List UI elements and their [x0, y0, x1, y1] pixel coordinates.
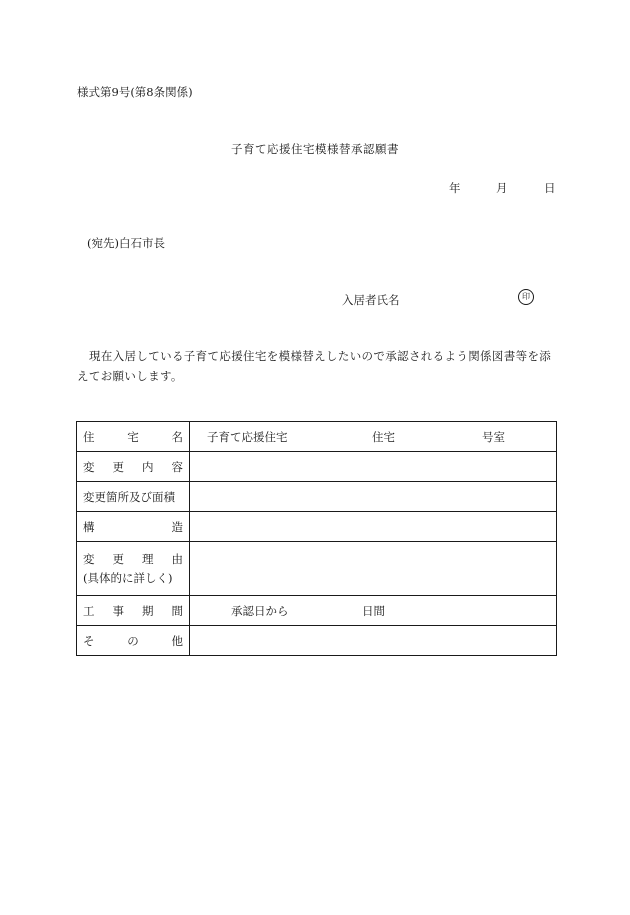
label-structure	[77, 512, 190, 542]
label-subtext: (具体的に詳しく)	[83, 571, 173, 585]
label-char: 工	[83, 603, 95, 618]
value-part-housing-type: 子育て応援住宅	[207, 429, 288, 444]
label-char: 変	[83, 552, 95, 566]
label-char: 変	[83, 459, 95, 474]
label-char: 間	[171, 603, 183, 618]
table-row	[77, 596, 557, 626]
date-year-label: 年	[449, 181, 461, 195]
label-char: 事	[112, 603, 124, 618]
label-char: 容	[171, 459, 183, 474]
value-construction-period[interactable]	[190, 596, 557, 626]
date-month-label: 月	[496, 181, 508, 195]
value-part-building: 住宅	[372, 429, 395, 444]
document-title: 子育て応援住宅模様替承認願書	[231, 142, 399, 156]
value-part-room: 号室	[482, 429, 505, 444]
addressee: (宛先)白石市長	[87, 236, 165, 250]
table-row	[77, 482, 557, 512]
label-char: 期	[142, 603, 154, 618]
resident-name-label: 入居者氏名	[342, 293, 400, 307]
label-char: 更	[112, 459, 124, 474]
label-text: 変更箇所及び面積	[83, 489, 175, 504]
label-char: 住	[83, 429, 95, 444]
value-residence-name[interactable]	[190, 422, 557, 452]
value-part-days: 日間	[362, 603, 385, 618]
table-row	[77, 542, 557, 596]
label-char: 由	[171, 552, 183, 566]
label-char: 構	[83, 519, 95, 534]
label-char: 更	[112, 552, 124, 566]
label-char: 宅	[127, 429, 139, 444]
label-change-content	[77, 452, 190, 482]
label-residence-name	[77, 422, 190, 452]
value-change-reason[interactable]	[190, 542, 557, 596]
label-char: 造	[171, 519, 183, 534]
label-char: 名	[171, 429, 183, 444]
value-change-area[interactable]	[190, 482, 557, 512]
seal-icon: 印	[518, 289, 534, 305]
table-row	[77, 512, 557, 542]
value-part-from-approval: 承認日から	[231, 603, 289, 618]
value-structure[interactable]	[190, 512, 557, 542]
form-number: 様式第9号(第8条関係)	[77, 85, 193, 99]
table-row	[77, 452, 557, 482]
request-body-text: 現在入居している子育て応援住宅を模様替えしたいので承認されるよう関係図書等を添えてお願いします。	[77, 349, 552, 383]
label-char: 理	[142, 552, 154, 566]
label-char: 他	[171, 633, 183, 648]
label-char: 内	[142, 459, 154, 474]
detail-table	[76, 421, 557, 656]
table-row	[77, 422, 557, 452]
label-char: そ	[83, 633, 95, 648]
label-other	[77, 626, 190, 656]
label-change-area	[77, 482, 190, 512]
label-char: の	[127, 633, 139, 648]
date-day-label: 日	[544, 181, 556, 195]
value-change-content[interactable]	[190, 452, 557, 482]
label-construction-period	[77, 596, 190, 626]
table-row	[77, 626, 557, 656]
label-change-reason	[77, 542, 190, 596]
value-other[interactable]	[190, 626, 557, 656]
